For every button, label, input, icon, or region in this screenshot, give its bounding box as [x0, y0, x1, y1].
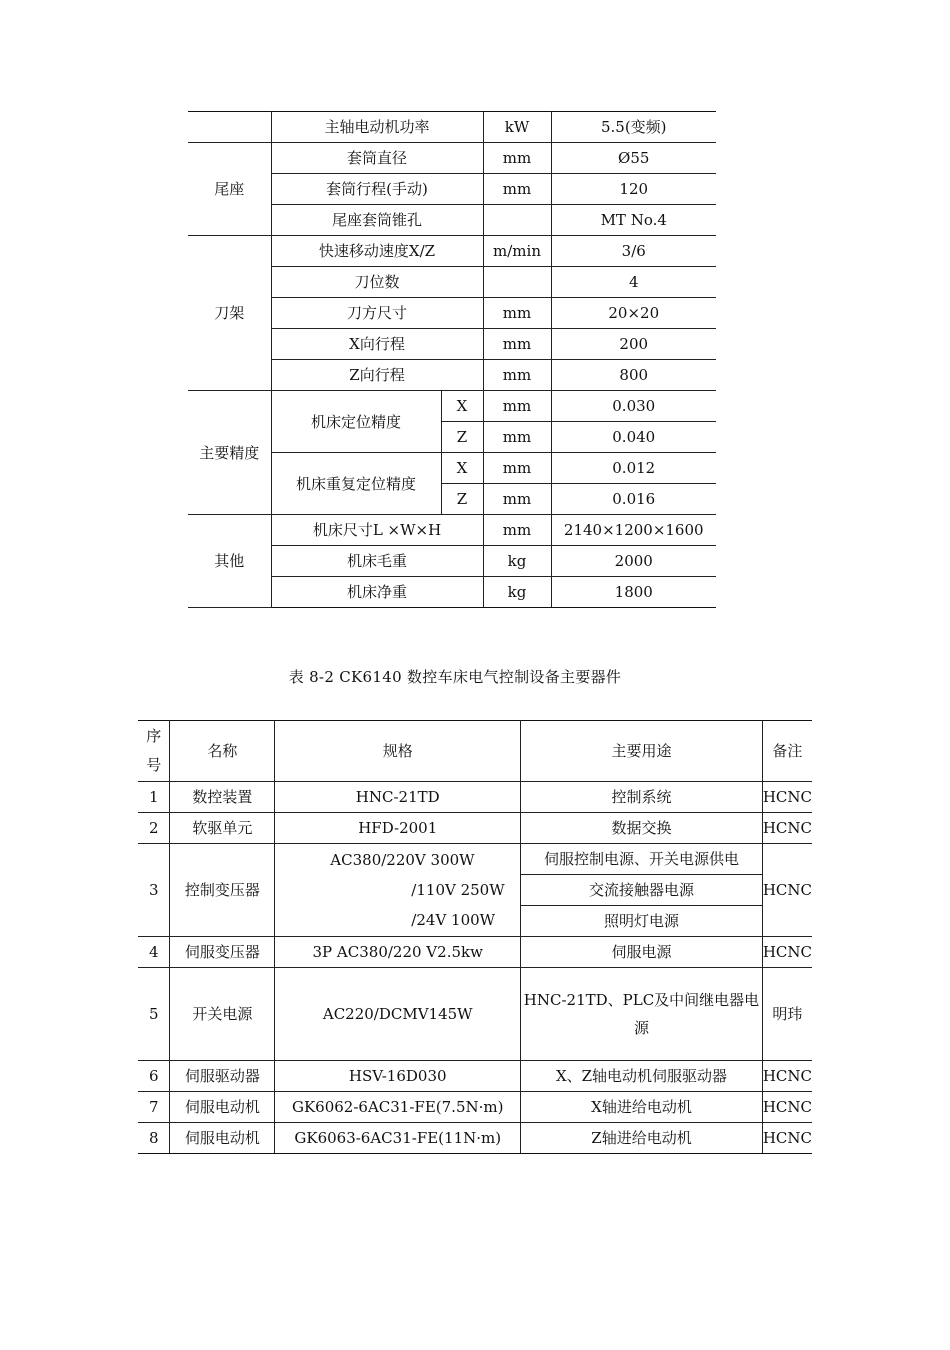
use-line: 源 [633, 1019, 649, 1037]
note-cell: 明玮 [762, 968, 812, 1061]
value-cell: MT No.4 [551, 205, 716, 236]
spec-cell: HNC-21TD [275, 782, 521, 813]
unit-cell: mm [483, 391, 551, 422]
unit-cell: mm [483, 298, 551, 329]
item-cell: 套筒行程(手动) [271, 174, 483, 205]
unit-cell: mm [483, 329, 551, 360]
name-cell: 伺服变压器 [170, 937, 275, 968]
category-cell: 刀架 [188, 236, 271, 391]
spec-cell: HFD-2001 [275, 813, 521, 844]
name-cell: 开关电源 [170, 968, 275, 1061]
value-cell: 3/6 [551, 236, 716, 267]
table-row [138, 844, 812, 875]
item-cell: 机床定位精度 [271, 391, 441, 453]
seq-cell: 8 [138, 1123, 170, 1154]
table-header-row [138, 721, 812, 782]
item-cell: 尾座套筒锥孔 [271, 205, 483, 236]
use-cell: 数据交换 [521, 813, 763, 844]
value-cell: 5.5(变频) [551, 112, 716, 143]
unit-cell: kg [483, 546, 551, 577]
category-cell: 尾座 [188, 143, 271, 236]
table-caption: 表 8-2 CK6140 数控车床电气控制设备主要器件 [288, 668, 622, 686]
unit-cell: mm [483, 143, 551, 174]
spec-cell: 3P AC380/220 V2.5kw [275, 937, 521, 968]
name-cell: 软驱单元 [170, 813, 275, 844]
spec-line: /110V 250W [411, 881, 505, 899]
value-cell: 0.012 [551, 453, 716, 484]
use-cell: 伺服控制电源、开关电源供电 [521, 844, 763, 875]
unit-cell: mm [483, 422, 551, 453]
table-row [138, 1123, 812, 1154]
unit-cell: mm [483, 174, 551, 205]
header-seq-line1: 序 [146, 727, 162, 745]
item-cell: 机床净重 [271, 577, 483, 608]
note-cell: HCNC [762, 844, 812, 937]
table-row [138, 1092, 812, 1123]
unit-cell: kW [483, 112, 551, 143]
spec-cell: HSV-16D030 [275, 1061, 521, 1092]
unit-cell: mm [483, 360, 551, 391]
note-cell: HCNC [762, 782, 812, 813]
use-cell: 照明灯电源 [521, 906, 763, 937]
use-cell: 交流接触器电源 [521, 875, 763, 906]
value-cell: 0.016 [551, 484, 716, 515]
use-cell: X轴进给电动机 [521, 1092, 763, 1123]
seq-cell: 5 [138, 968, 170, 1061]
use-cell: Z轴进给电动机 [521, 1123, 763, 1154]
item-cell: 机床尺寸L ×W×H [271, 515, 483, 546]
axis-cell: Z [441, 484, 483, 515]
name-cell: 控制变压器 [170, 844, 275, 937]
category-cell: 主要精度 [188, 391, 271, 515]
unit-cell [483, 267, 551, 298]
table-row [188, 236, 716, 267]
item-cell: 快速移动速度X/Z [271, 236, 483, 267]
value-cell: 0.030 [551, 391, 716, 422]
header-use: 主要用途 [521, 721, 763, 782]
table-row [188, 515, 716, 546]
name-cell: 伺服电动机 [170, 1092, 275, 1123]
note-cell: HCNC [762, 937, 812, 968]
name-cell: 伺服驱动器 [170, 1061, 275, 1092]
item-cell: X向行程 [271, 329, 483, 360]
use-cell: 控制系统 [521, 782, 763, 813]
unit-cell: mm [483, 515, 551, 546]
use-cell: X、Z轴电动机伺服驱动器 [521, 1061, 763, 1092]
name-cell: 数控装置 [170, 782, 275, 813]
header-name: 名称 [170, 721, 275, 782]
table-row [138, 813, 812, 844]
seq-cell: 2 [138, 813, 170, 844]
spec-cell: GK6062-6AC31-FE(7.5N·m) [275, 1092, 521, 1123]
item-cell: 机床毛重 [271, 546, 483, 577]
unit-cell: m/min [483, 236, 551, 267]
value-cell: 800 [551, 360, 716, 391]
table-row [188, 112, 716, 143]
value-cell: 2000 [551, 546, 716, 577]
table-row [138, 968, 812, 1061]
spec-cell: GK6063-6AC31-FE(11N·m) [275, 1123, 521, 1154]
seq-cell: 7 [138, 1092, 170, 1123]
spec-cell [275, 844, 521, 937]
use-cell: 伺服电源 [521, 937, 763, 968]
value-cell: 4 [551, 267, 716, 298]
note-cell: HCNC [762, 1123, 812, 1154]
value-cell: 0.040 [551, 422, 716, 453]
table-row [138, 782, 812, 813]
note-cell: HCNC [762, 1092, 812, 1123]
header-seq [138, 721, 170, 782]
seq-cell: 6 [138, 1061, 170, 1092]
unit-cell [483, 205, 551, 236]
spec-table [188, 111, 716, 608]
value-cell: 1800 [551, 577, 716, 608]
unit-cell: mm [483, 484, 551, 515]
item-cell: 机床重复定位精度 [271, 453, 441, 515]
seq-cell: 4 [138, 937, 170, 968]
table-row [188, 143, 716, 174]
item-cell: 刀位数 [271, 267, 483, 298]
unit-cell: mm [483, 453, 551, 484]
axis-cell: X [441, 391, 483, 422]
table-row [138, 937, 812, 968]
axis-cell: X [441, 453, 483, 484]
item-cell: Z向行程 [271, 360, 483, 391]
spec-cell: AC220/DCMV145W [275, 968, 521, 1061]
seq-cell: 1 [138, 782, 170, 813]
spec-line: AC380/220V 300W [330, 851, 475, 869]
table-row [138, 1061, 812, 1092]
value-cell: 2140×1200×1600 [551, 515, 716, 546]
category-cell: 其他 [188, 515, 271, 608]
header-seq-line2: 号 [146, 756, 162, 774]
header-note: 备注 [762, 721, 812, 782]
item-cell: 主轴电动机功率 [271, 112, 483, 143]
components-table [138, 720, 812, 1154]
axis-cell: Z [441, 422, 483, 453]
value-cell: 20×20 [551, 298, 716, 329]
spec-line: /24V 100W [411, 911, 496, 929]
value-cell: 120 [551, 174, 716, 205]
use-line: HNC-21TD、PLC及中间继电器电 [523, 991, 760, 1009]
use-cell [521, 968, 763, 1061]
header-spec: 规格 [275, 721, 521, 782]
value-cell: Ø55 [551, 143, 716, 174]
note-cell: HCNC [762, 1061, 812, 1092]
note-cell: HCNC [762, 813, 812, 844]
unit-cell: kg [483, 577, 551, 608]
name-cell: 伺服电动机 [170, 1123, 275, 1154]
category-cell [188, 112, 271, 143]
seq-cell: 3 [138, 844, 170, 937]
value-cell: 200 [551, 329, 716, 360]
table-row [188, 391, 716, 422]
item-cell: 套筒直径 [271, 143, 483, 174]
item-cell: 刀方尺寸 [271, 298, 483, 329]
